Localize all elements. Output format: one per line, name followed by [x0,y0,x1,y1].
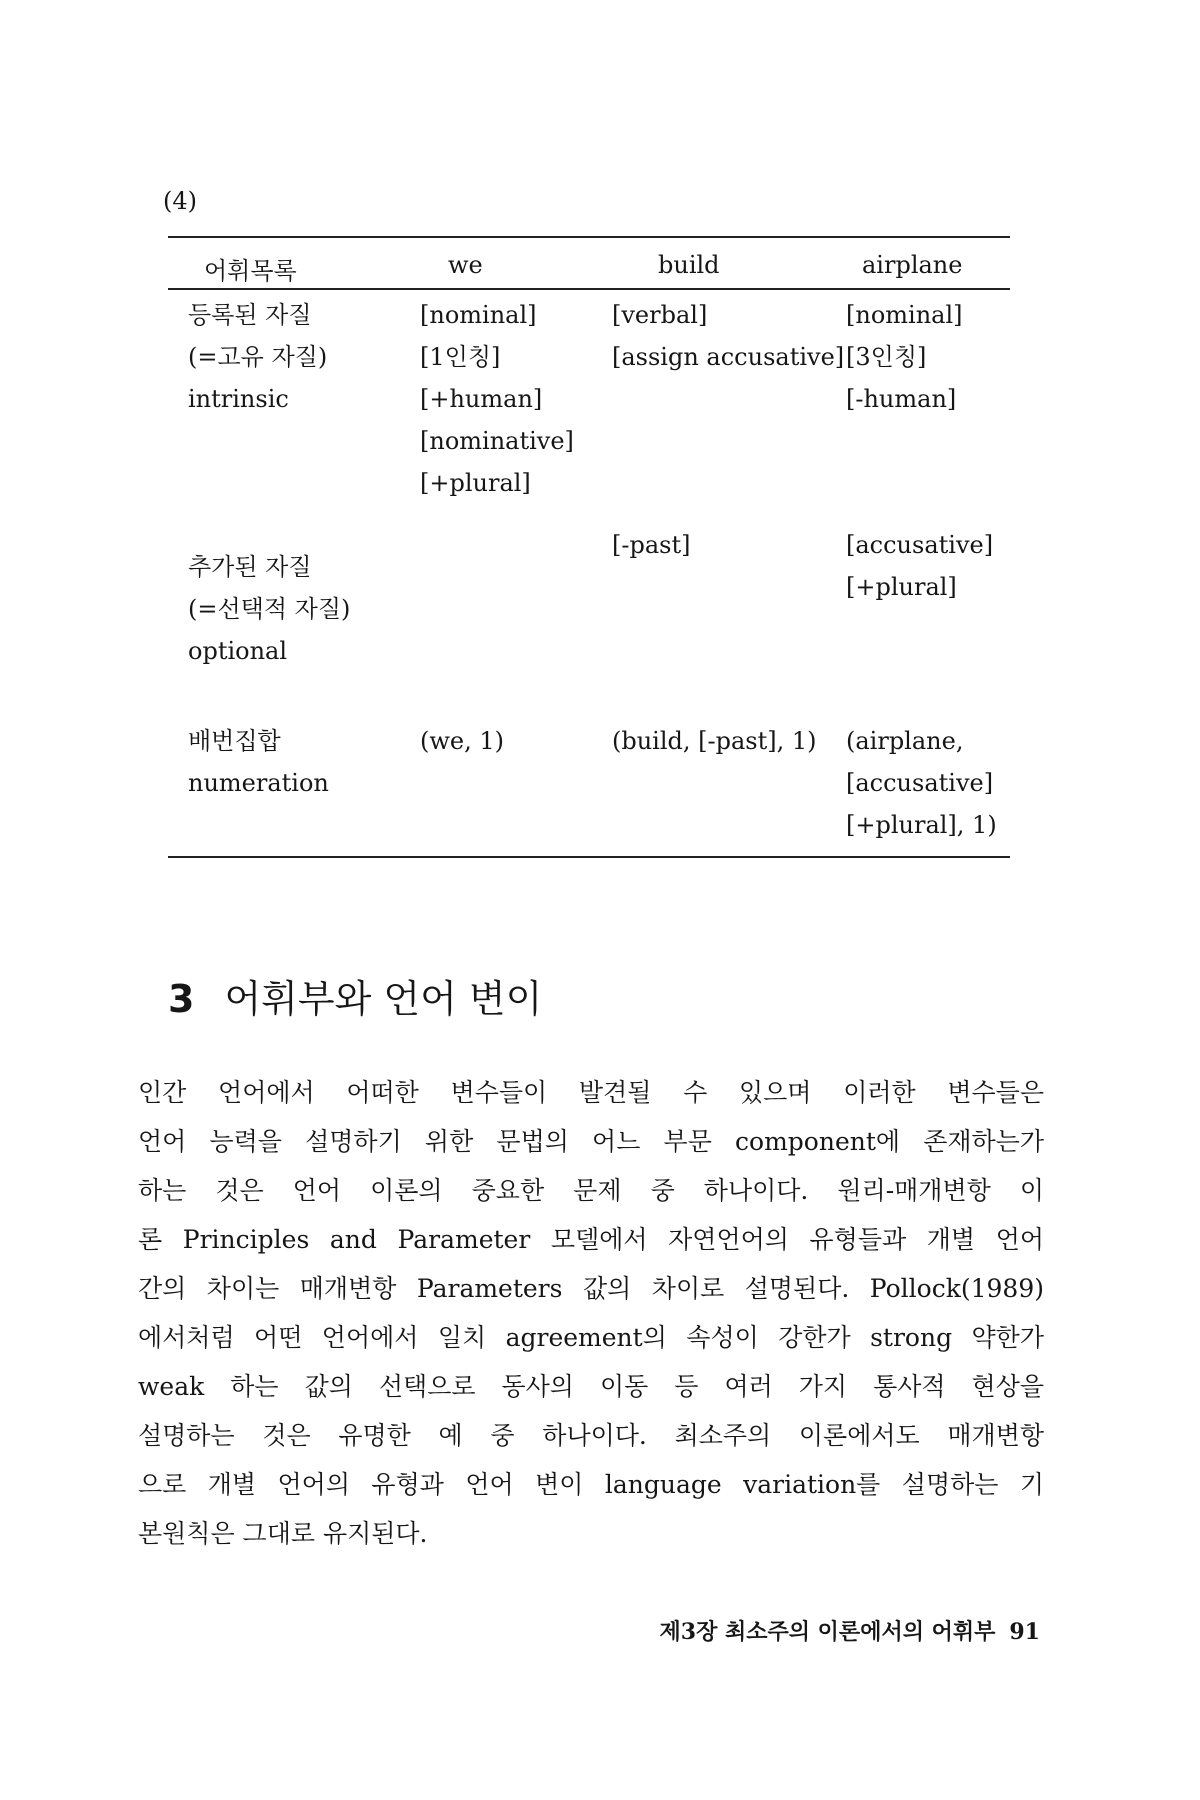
example-label: (4) [163,187,197,215]
table-cell-line: [accusative] [846,531,994,559]
paragraph-line: 론 Principles and Parameter 모델에서 자연언어의 유형들과 개별 언어 [138,1225,1044,1254]
paragraph-line: weak 하는 값의 선택으로 동사의 이동 등 여러 가지 통사적 현상을 [138,1372,1044,1401]
table-cell-line: [+plural], 1) [846,811,997,839]
section-number: 3 [168,977,195,1021]
table-cell-line: 등록된 자질 [188,301,312,329]
table-cell-line: [+human] [420,385,543,413]
row1-airplane [846,294,963,420]
table-cell-line: 배번집합 [188,727,281,755]
table-bottom-rule [168,856,1010,858]
table-cell-line: [+plural] [846,573,957,601]
table-cell-line: [nominative] [420,427,574,455]
row2-build [612,524,690,566]
table-header-lexicon: 어휘목록 [204,257,297,285]
table-header-we: we [448,251,483,279]
table-cell-line: [assign accusative] [612,343,845,371]
body-paragraph [138,1068,1044,1558]
table-cell-line: (=선택적 자질) [188,595,351,623]
table-cell-line: numeration [188,769,329,797]
table-cell-line: [+plural] [420,469,531,497]
row1-we [420,294,574,504]
table-cell-line: [-past] [612,531,691,559]
paragraph-line: 언어 능력을 설명하기 위한 문법의 어느 부문 component에 존재하는가 [138,1127,1044,1156]
row3-we [420,720,504,762]
row3-airplane [846,720,997,846]
table-cell-line: [nominal] [420,301,537,329]
paragraph-line: 에서처럼 어떤 언어에서 일치 agreement의 속성이 강한가 strong 약한가 [138,1323,1044,1352]
table-cell-line: (=고유 자질) [188,343,328,371]
paragraph-line: 설명하는 것은 유명한 예 중 하나이다. 최소주의 이론에서도 매개변항 [138,1421,1044,1450]
section-heading [168,968,542,1023]
paragraph-line: 인간 언어에서 어떠한 변수들이 발견될 수 있으며 이러한 변수들은 [138,1078,1044,1107]
table-header-rule [168,288,1010,290]
table-cell-line: [1인칭] [420,343,501,371]
table-cell-line: (we, 1) [420,727,504,755]
table-cell-line: (airplane, [846,727,964,755]
table-header-airplane: airplane [862,251,963,279]
chapter-title: 제3장 최소주의 이론에서의 어휘부 [659,1619,996,1645]
table-top-rule [168,236,1010,238]
table-cell-line: [-human] [846,385,957,413]
row1-build [612,294,844,378]
row1-label [188,294,327,420]
page-number: 91 [1009,1619,1040,1645]
paragraph-line: 하는 것은 언어 이론의 중요한 문제 중 하나이다. 원리-매개변항 이 [138,1176,1044,1205]
paragraph-line: 간의 차이는 매개변항 Parameters 값의 차이로 설명된다. Pollock(1989) [138,1274,1044,1303]
table-cell-line: intrinsic [188,385,289,413]
table-cell-line: 추가된 자질 [188,553,312,581]
table-cell-line: [nominal] [846,301,963,329]
row3-label [188,720,329,804]
section-title: 어휘부와 언어 변이 [224,977,543,1021]
row2-label [188,546,350,672]
table-header-build: build [658,251,720,279]
table-cell-line: (build, [-past], 1) [612,727,817,755]
paragraph-line: 으로 개별 언어의 유형과 언어 변이 language variation를 설명하는 기 [138,1470,1044,1499]
table-cell-line: [verbal] [612,301,708,329]
row3-build [612,720,817,762]
paragraph-line: 본원칙은 그대로 유지된다. [138,1519,428,1548]
table-cell-line: [3인칭] [846,343,927,371]
table-cell-line: [accusative] [846,769,994,797]
table-cell-line: optional [188,637,288,665]
page-footer [660,1615,1040,1646]
row2-airplane [846,524,993,608]
